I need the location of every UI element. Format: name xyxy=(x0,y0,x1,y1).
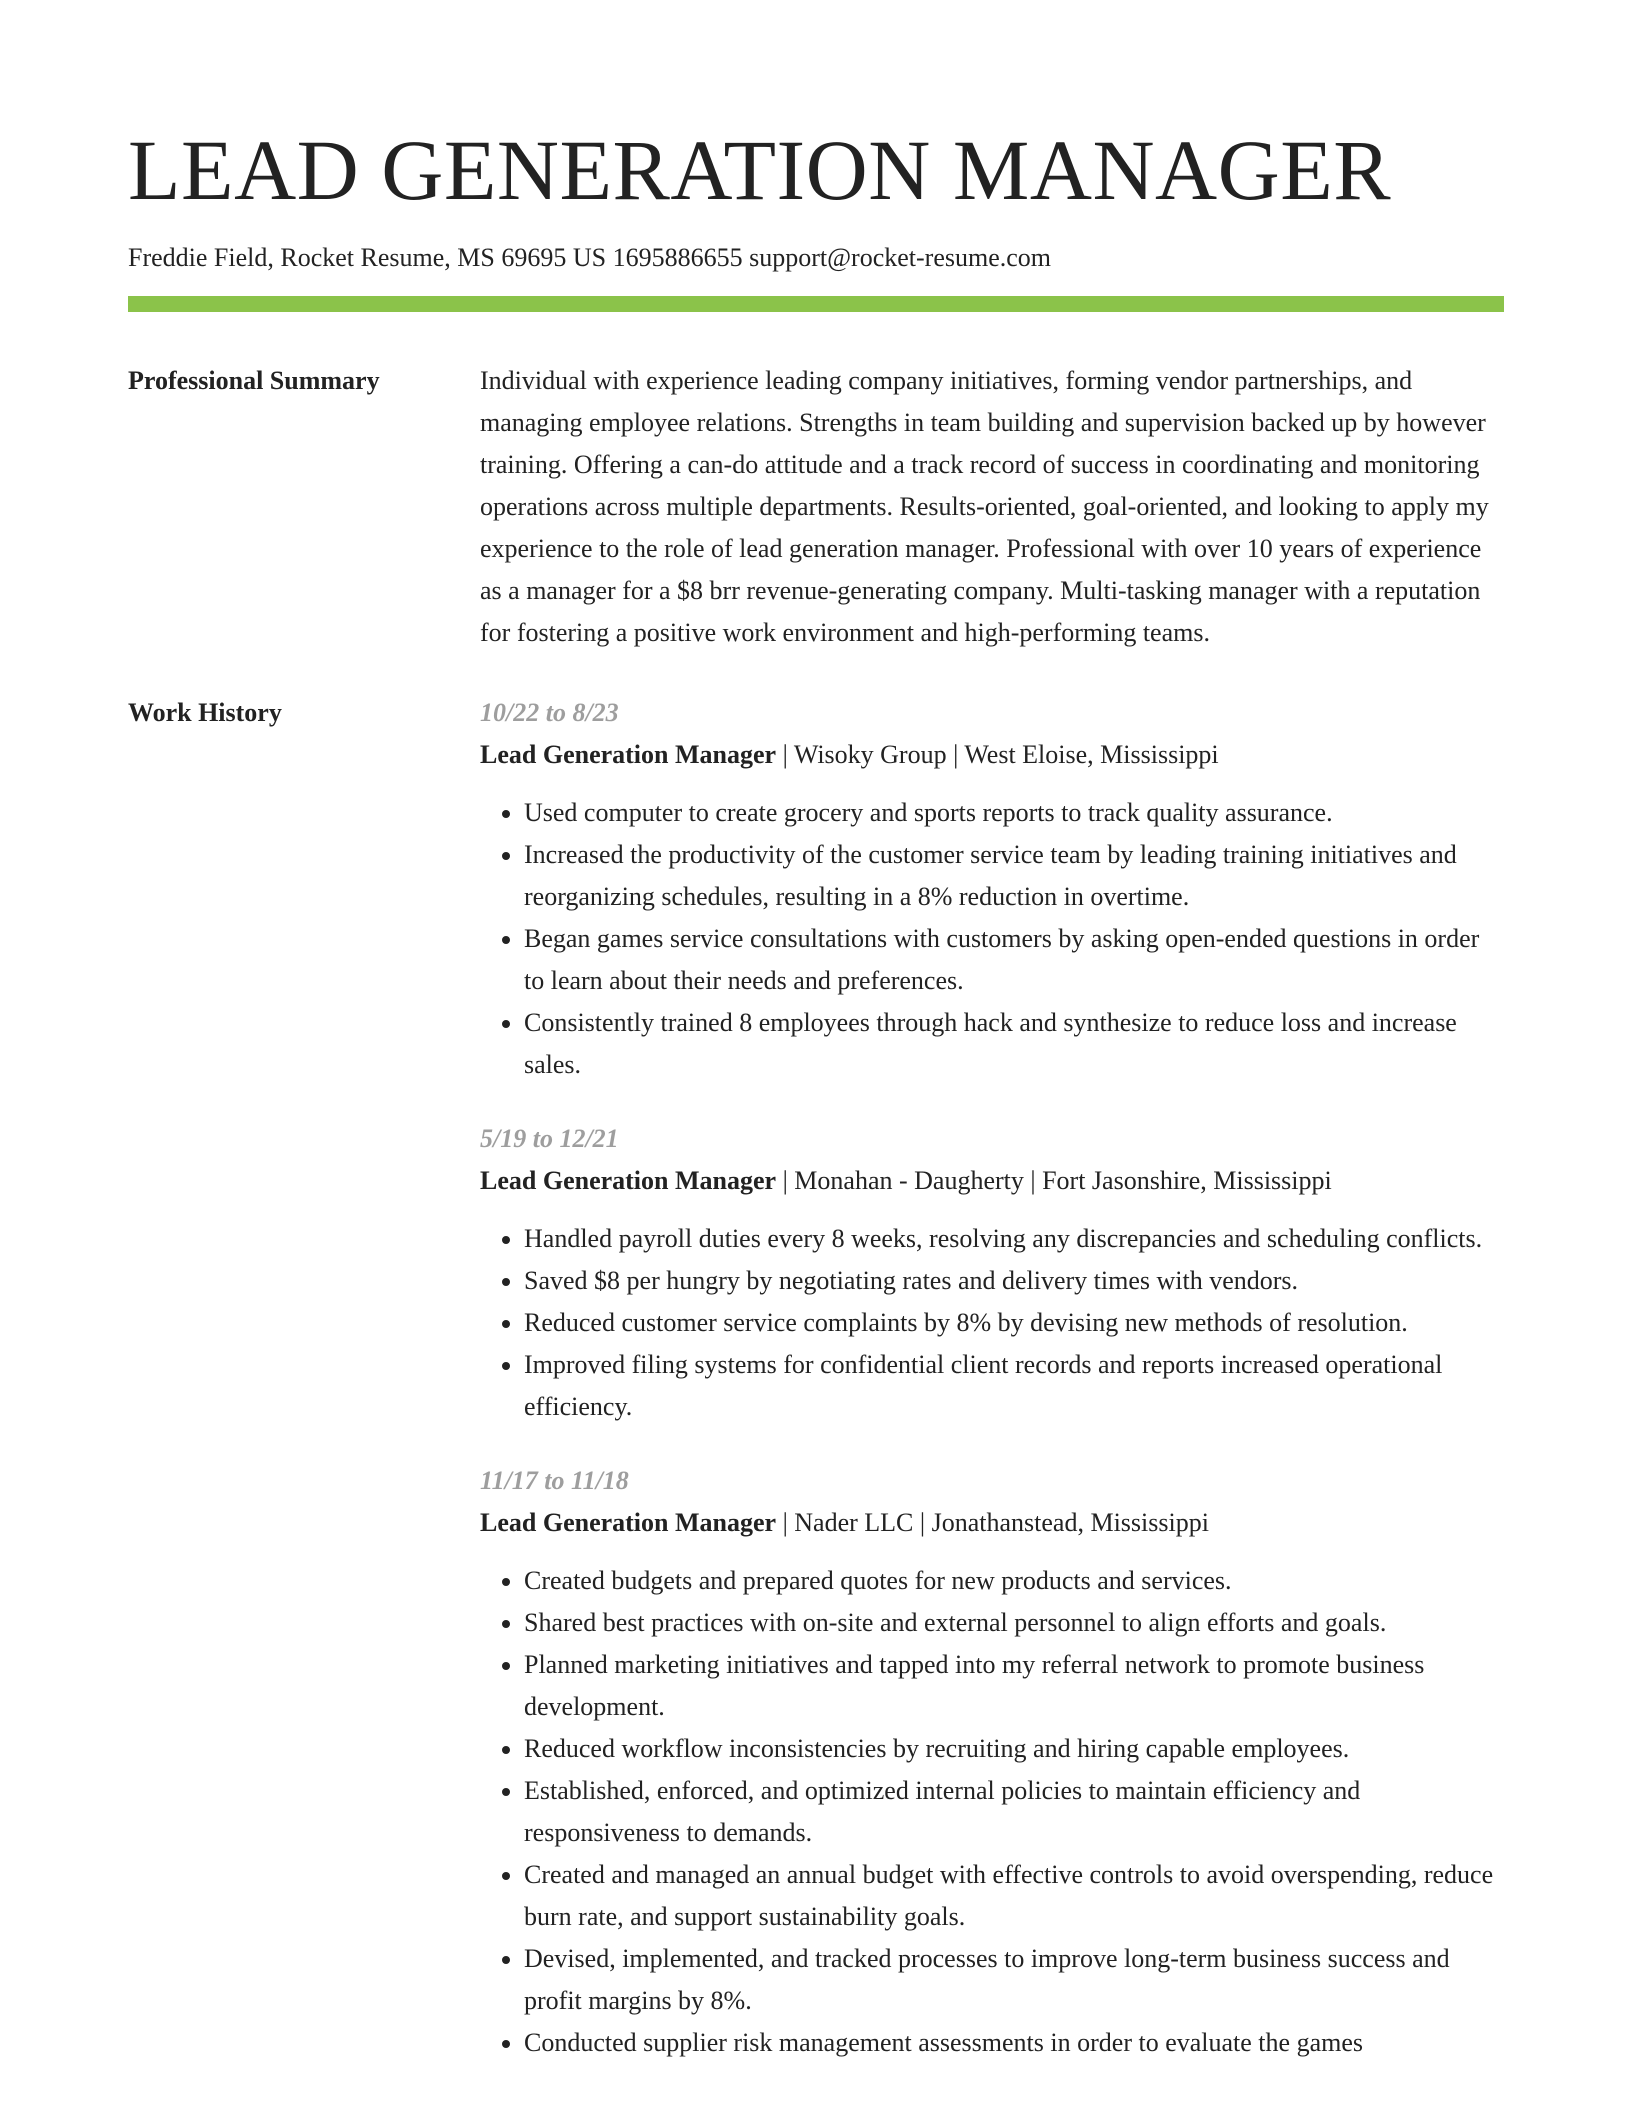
summary-text: Individual with experience leading company initiatives, forming vendor partnerships, and managing employee relations. Strengths in team building and supervision backed up by however training. Offering a can-do attitude and a track record of success in coordinating and monitoring operations across multiple departments. Results-oriented, goal-oriented, and looking to apply my experience to the role of lead generation manager. Professional with over 10 years of experience as a manager for a $8 brr revenue-generating company. Multi-tasking manager with a reputation for fostering a positive work environment and high-performing teams. xyxy=(480,366,1489,647)
contact-info: Freddie Field, Rocket Resume, MS 69695 US 1695886655 support@rocket-resume.com xyxy=(128,243,1051,272)
professional-summary-section xyxy=(128,360,1504,654)
job-bullet: • Used computer to create grocery and sports reports to track quality assurance. xyxy=(524,792,1504,834)
job-heading xyxy=(480,734,1504,776)
work-history-section xyxy=(128,692,1504,2096)
job-bullet: • Established, enforced, and optimized internal policies to maintain efficiency and responsiveness to demands. xyxy=(524,1770,1504,1854)
job-title: Lead Generation Manager xyxy=(480,1166,777,1195)
job-bullet: • Began games service consultations with customers by asking open-ended questions in order to learn about their needs and preferences. xyxy=(524,918,1504,1002)
job-bullet: • Devised, implemented, and tracked processes to improve long-term business success and profit margins by 8%. xyxy=(524,1938,1504,2022)
section-label-work-history: Work History xyxy=(128,698,282,727)
work-history-body xyxy=(480,692,1504,2096)
job-title: Lead Generation Manager xyxy=(480,1508,777,1537)
job-details: | Monahan - Daugherty | Fort Jasonshire, Mississippi xyxy=(776,1166,1332,1195)
job-bullet: • Consistently trained 8 employees through hack and synthesize to reduce loss and increase sales. xyxy=(524,1002,1504,1086)
job-dates: 10/22 to 8/23 xyxy=(480,698,619,727)
job-bullet: • Reduced workflow inconsistencies by recruiting and hiring capable employees. xyxy=(524,1728,1504,1770)
section-label-professional-summary: Professional Summary xyxy=(128,366,380,395)
job-bullet: • Created and managed an annual budget with effective controls to avoid overspending, reduce burn rate, and support sustainability goals. xyxy=(524,1854,1504,1938)
job-bullet: • Created budgets and prepared quotes for new products and services. xyxy=(524,1560,1504,1602)
resume-title: LEAD GENERATION MANAGER xyxy=(128,122,1392,218)
job-bullet: • Handled payroll duties every 8 weeks, resolving any discrepancies and scheduling conflicts. xyxy=(524,1218,1504,1260)
job-bullet-list xyxy=(480,1218,1504,1428)
job-bullet: • Increased the productivity of the customer service team by leading training initiatives and reorganizing schedules, resulting in a 8% reduction in overtime. xyxy=(524,834,1504,918)
job-title: Lead Generation Manager xyxy=(480,740,777,769)
job-dates: 11/17 to 11/18 xyxy=(480,1466,629,1495)
job-bullet: • Saved $8 per hungry by negotiating rates and delivery times with vendors. xyxy=(524,1260,1504,1302)
job-details: | Wisoky Group | West Eloise, Mississippi xyxy=(776,740,1219,769)
job-entry xyxy=(480,1118,1504,1428)
resume-page xyxy=(128,0,1504,2096)
job-bullet: • Shared best practices with on-site and external personnel to align efforts and goals. xyxy=(524,1602,1504,1644)
job-heading xyxy=(480,1502,1504,1544)
job-bullet: • Reduced customer service complaints by 8% by devising new methods of resolution. xyxy=(524,1302,1504,1344)
job-entry xyxy=(480,1460,1504,2064)
job-bullet: • Planned marketing initiatives and tapped into my referral network to promote business development. xyxy=(524,1644,1504,1728)
summary-body xyxy=(480,360,1504,654)
accent-divider xyxy=(128,296,1504,312)
job-dates: 5/19 to 12/21 xyxy=(480,1124,619,1153)
job-bullet-list xyxy=(480,792,1504,1086)
job-details: | Nader LLC | Jonathanstead, Mississippi xyxy=(776,1508,1209,1537)
job-bullet: • Improved filing systems for confidential client records and reports increased operational efficiency. xyxy=(524,1344,1504,1428)
job-entry xyxy=(480,692,1504,1086)
job-heading xyxy=(480,1160,1504,1202)
job-bullet-list xyxy=(480,1560,1504,2064)
job-bullet: • Conducted supplier risk management assessments in order to evaluate the games xyxy=(524,2022,1504,2064)
